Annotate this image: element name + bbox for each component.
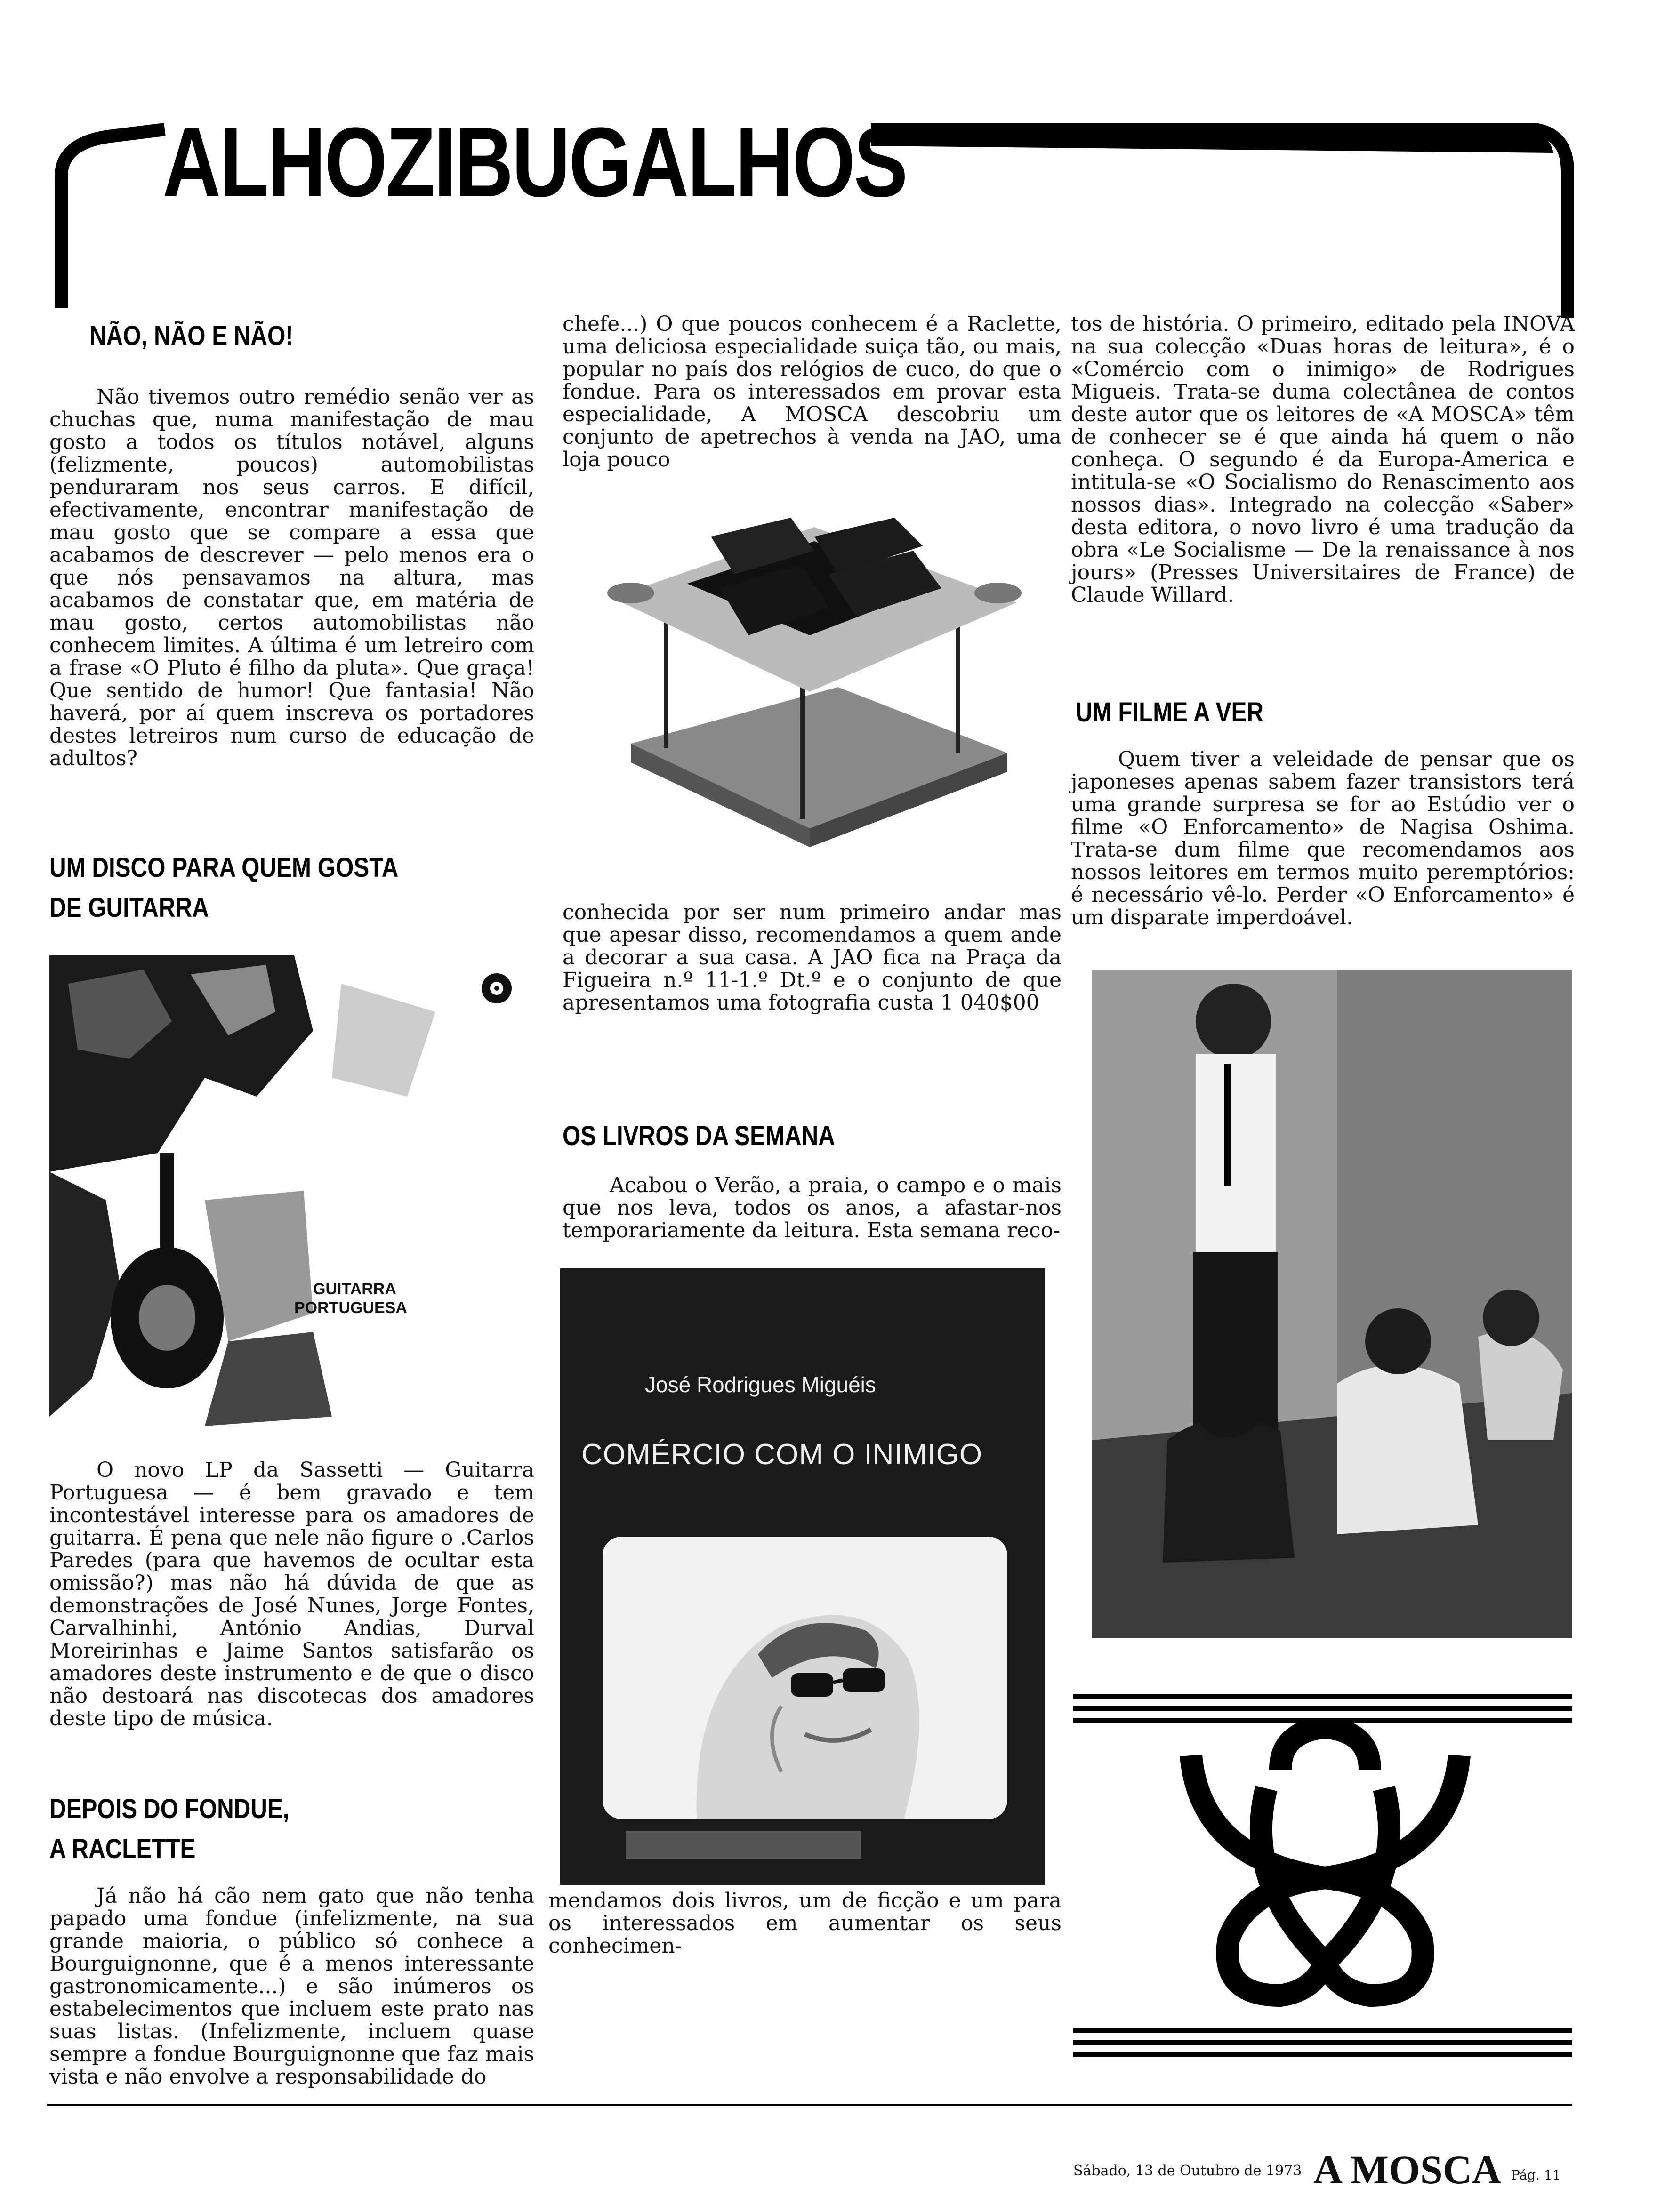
article-fondue-cont-bottom-body: conhecida por ser num primeiro andar mas que apesar disso, recomendamos a quem ande a decorar a sua casa. A JAO fica na Praça da Figueira n.º 11-1.º Dt.º e o conjunto de que apresentamos uma fotografia custa 1 040$00 bbox=[563, 900, 1062, 1015]
article-filme bbox=[1071, 748, 1575, 929]
footer-brand: A MOSCA bbox=[1313, 2147, 1501, 2192]
article-livros-body: Acabou o Verão, a praia, o campo e o mais que nos leva, todos os anos, a afastar-nos temporariamente da leitura. Esta semana reco- bbox=[563, 1173, 1062, 1242]
article-disco bbox=[49, 1459, 534, 1730]
footer-rule bbox=[47, 2104, 1572, 2106]
article-nao-body: Não tivemos outro remédio senão ver as chuchas que, numa manifestação de mau gosto a todos os títulos notável, alguns (felizmente, poucos) automobilistas penduraram nos seus carros. E difícil, efectivamente, encontrar manifestação de mau gosto que se compare a essa que acabamos de descrever — pelo menos era o que nós pensavamos na altura, mas acabamos de constatar que, em matéria de mau gosto, certos automobilistas não conhecem limites. A última é um letreiro com a frase «O Pluto é filho da pluta». Que graça! Que sentido de humor! Que fantasia! Não haverá, por aí quem inscreva os portadores destes letreiros num curso de educação de adultos? bbox=[49, 385, 534, 770]
article-livros-end bbox=[548, 1890, 1062, 1957]
divider-stripe bbox=[1073, 2040, 1572, 2045]
article-fondue-cont-top bbox=[563, 313, 1062, 471]
heading-livros: OS LIVROS DA SEMANA bbox=[563, 1121, 835, 1151]
record-label-logo-icon bbox=[480, 972, 513, 1005]
book-author: José Rodrigues Miguéis bbox=[645, 1372, 876, 1397]
heading-fondue-2: A RACLETTE bbox=[49, 1834, 196, 1864]
heading-fondue-1: DEPOIS DO FONDUE, bbox=[49, 1794, 290, 1824]
article-disco-body: O novo LP da Sassetti — Guitarra Portuguesa — é bem gravado e tem incontestável interesse para os amadores de guitarra. É pena que nele não figure o .Carlos Paredes (para que havemos de ocultar esta omissão?) mas não há dúvida de que as demonstrações de José Nunes, Jorge Fontes, Carvalhinhi, António Andias, Durval Moreirinhas e Jaime Santos satisfarão os amadores deste instrumento e de que o disco não destoará nas discotecas dos amadores deste tipo de música. bbox=[49, 1458, 534, 1731]
album-text-1: GUITARRA bbox=[313, 1280, 396, 1298]
album-text-2: PORTUGUESA bbox=[294, 1299, 407, 1317]
article-fondue-cont-bottom bbox=[563, 901, 1062, 1014]
book-title: COMÉRCIO COM O INIMIGO bbox=[581, 1438, 983, 1471]
article-livros-cont-body: tos de história. O primeiro, editado pela INOVA na sua colecção «Duas horas de leitura», é o «Comércio com o inimigo» de Rodrigues Migueis. Trata-se duma colectânea de contos deste autor que os leitores de «A MOSCA» têm de conhecer se é que ainda há quem o não conheça. O segundo é da Europa-America e intitula-se «O Socialismo do Renascimento aos nossos dias». Integrado na colecção «Saber» desta editora, o novo livro é uma tradução da obra «Le Socialisme — De la renaissance à nos jours» (Presses Universitaires de France) de Claude Willard. bbox=[1071, 312, 1575, 607]
article-livros-cont bbox=[1071, 313, 1575, 607]
footer-date: Sábado, 13 de Outubro de 1973 bbox=[1073, 2163, 1302, 2179]
heading-disco-2: DE GUITARRA bbox=[49, 892, 209, 923]
divider-stripe bbox=[1073, 2052, 1572, 2057]
heading-disco-1: UM DISCO PARA QUEM GOSTA bbox=[49, 852, 399, 883]
heading-filme: UM FILME A VER bbox=[1076, 697, 1263, 728]
raclette-photo bbox=[593, 508, 1026, 847]
book-cover-image bbox=[560, 1268, 1045, 1885]
article-filme-body: Quem tiver a veleidade de pensar que os japoneses apenas sabem fazer transistors terá uma grande surpresa se for ao Estúdio ver o filme «O Enforcamento» de Nagisa Oshima. Trata-se dum filme que recomendamos aos nossos leitores em termos muito peremptórios: é necessário vê-lo. Perder «O Enforcamento» é um disparate imperdoável. bbox=[1071, 747, 1575, 930]
book-cover-collection-band bbox=[626, 1831, 861, 1859]
article-livros-end-body: mendamos dois livros, um de ficção e um para os interessados em aumentar os seus conhecimen- bbox=[548, 1889, 1062, 1958]
article-fondue bbox=[49, 1885, 534, 2088]
masthead-title: ALHOZIBUGALHOS bbox=[162, 107, 907, 217]
article-livros bbox=[563, 1174, 1062, 1242]
article-nao bbox=[49, 386, 534, 770]
divider-stripe bbox=[1073, 2028, 1572, 2033]
book-cover-portrait bbox=[603, 1537, 1007, 1819]
heading-nao: NÃO, NÃO E NÃO! bbox=[89, 321, 293, 351]
album-cover-image bbox=[49, 955, 454, 1431]
article-fondue-body: Já não há cão nem gato que não tenha papado uma fondue (infelizmente, na sua grande maioria, o público só conhece a Bourguignonne, que é a menos interessante gastronomicamente...) e são inúmeros os estabelecimentos que incluem este prato nas suas listas. (Infelizmente, incluem quase sempre a fondue Bourguignonne que faz mais vista e não envolve a responsabilidade do bbox=[49, 1884, 534, 2089]
divider-stripe bbox=[1073, 1706, 1572, 1711]
footer-page-number: Pág. 11 bbox=[1511, 2167, 1561, 2183]
a-mosca-fly-logo-icon bbox=[1172, 1718, 1478, 2010]
divider-stripe bbox=[1073, 1694, 1572, 1699]
article-fondue-cont-top-body: chefe...) O que poucos conhecem é a Raclette, uma deliciosa especialidade suiça tão, ou mais, popular no país dos relógios de cuco, do que o fondue. Para os interessados em provar esta especialidade, A MOSCA descobriu um conjunto de apetrechos à venda na JAO, uma loja pouco bbox=[563, 312, 1062, 472]
film-still-photo bbox=[1092, 970, 1572, 1638]
